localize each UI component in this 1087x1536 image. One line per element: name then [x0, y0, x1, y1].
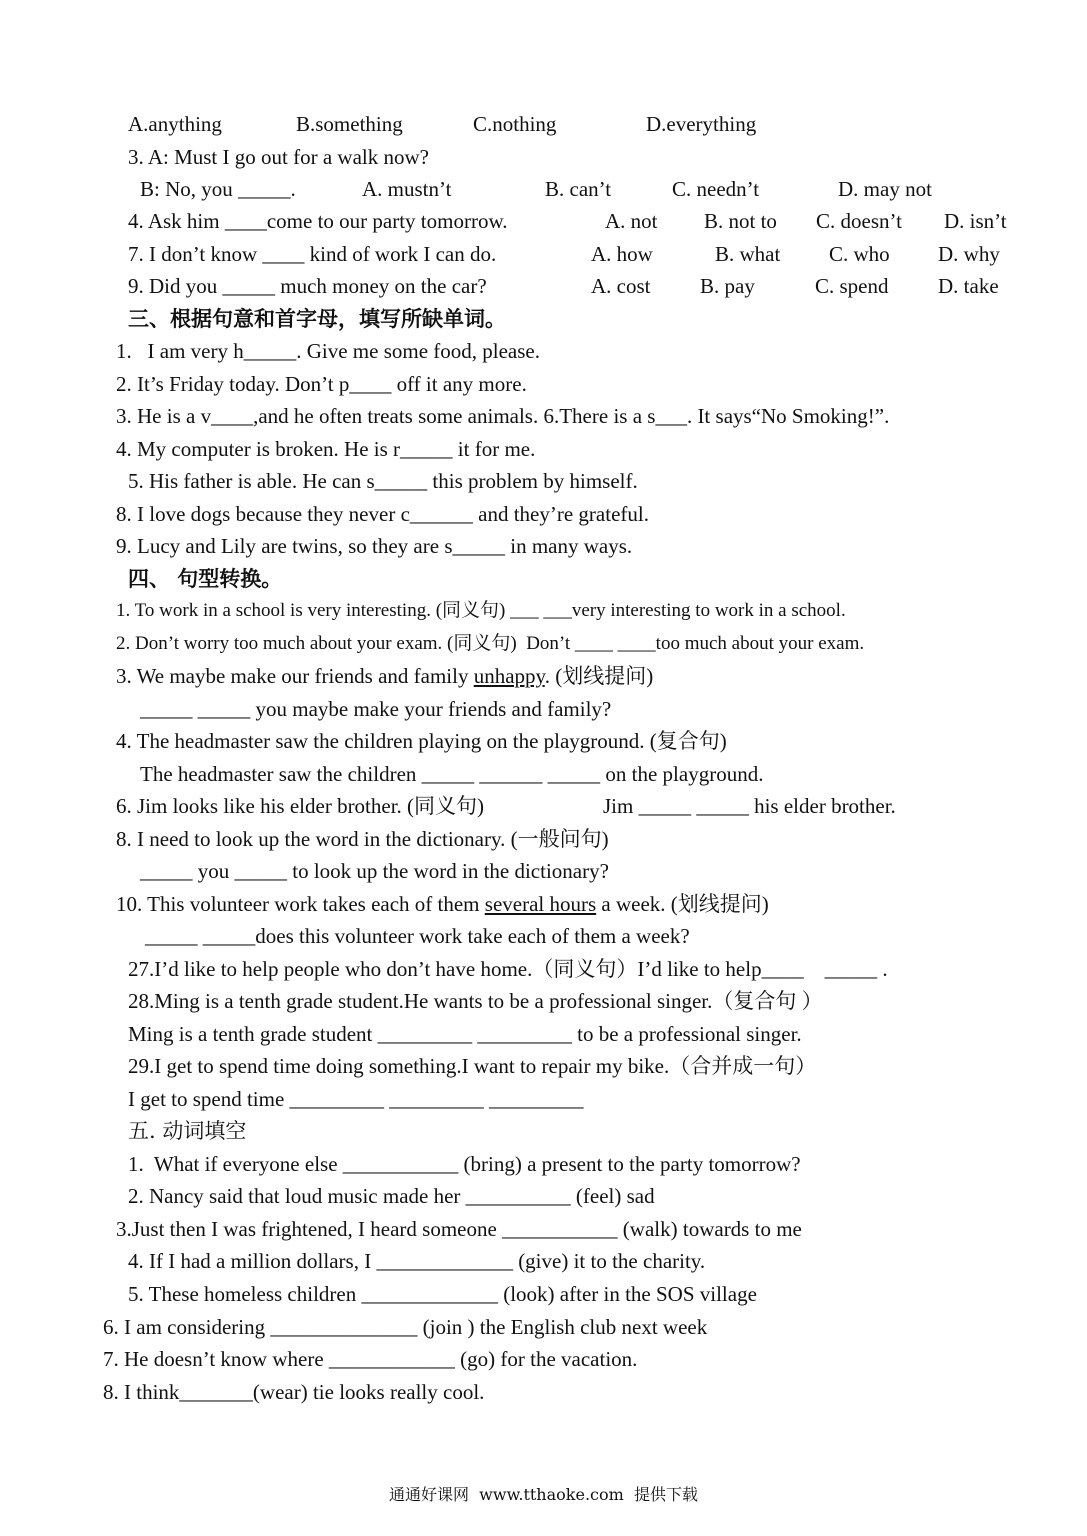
q9-stem: 9. Did you _____ much money on the car? [128, 274, 487, 298]
q2-option-a: A.anything [128, 112, 222, 136]
sec4-q10-underlined: several hours [484, 892, 597, 916]
sec4-q28: 28.Ming is a tenth grade student.He wants to be a professional singer.（复合句 ） [128, 989, 823, 1013]
sec4-q1: 1. To work in a school is very interesting. (同义句) ___ ___very interesting to work in a school. [116, 600, 846, 621]
sec5-item-1: 1. What if everyone else ___________ (bring) a present to the party tomorrow? [128, 1152, 801, 1176]
sec4-q10 [116, 890, 769, 918]
sec4-q29: 29.I get to spend time doing something.I want to repair my bike.（合并成一句） [128, 1054, 817, 1078]
sec4-q10-answer: _____ _____does this volunteer work take each of them a week? [145, 924, 690, 948]
sec4-q8: 8. I need to look up the word in the dictionary. (一般问句) [116, 827, 609, 851]
sec4-q28-answer: Ming is a tenth grade student _________ _________ to be a professional singer. [128, 1022, 802, 1046]
sec5-item-8: 8. I think_______(wear) tie looks really cool. [103, 1380, 485, 1404]
sec4-q6: 6. Jim looks like his elder brother. (同义句) [116, 794, 485, 818]
sec4-q4-answer: The headmaster saw the children _____ ______ _____ on the playground. [140, 762, 764, 786]
sec4-q3 [116, 662, 653, 690]
sec3-item-2: 2. It’s Friday today. Don’t p____ off it any more. [116, 372, 527, 396]
q7-stem: 7. I don’t know ____ kind of work I can do. [128, 242, 497, 266]
q3-option-b: B. can’t [545, 177, 612, 201]
q2-option-c: C.nothing [473, 112, 557, 136]
sec3-item-4: 4. My computer is broken. He is r_____ it for me. [116, 437, 536, 461]
sec3-item-9: 9. Lucy and Lily are twins, so they are s_____ in many ways. [116, 534, 633, 558]
q4-option-a: A. not [605, 209, 658, 233]
q3-stem: 3. A: Must I go out for a walk now? [128, 145, 429, 169]
sec4-q3-answer: _____ _____ you maybe make your friends and family? [140, 697, 612, 721]
sec4-q6-answer: Jim _____ _____ his elder brother. [603, 794, 896, 818]
sec5-item-6: 6. I am considering ______________ (join ) the English club next week [103, 1315, 708, 1339]
sec4-q3-pre: 3. We maybe make our friends and family [116, 664, 474, 688]
q7-option-b: B. what [715, 242, 781, 266]
q2-option-d: D.everything [646, 112, 757, 136]
sec4-q10-pre: 10. This volunteer work takes each of them [116, 892, 485, 916]
sec5-item-5: 5. These homeless children _____________ (look) after in the SOS village [128, 1282, 757, 1306]
q7-option-c: C. who [829, 242, 890, 266]
q3-b: B: No, you _____. [140, 177, 296, 201]
q2-option-b: B.something [296, 112, 403, 136]
sec5-item-3: 3.Just then I was frightened, I heard someone ___________ (walk) towards to me [116, 1217, 802, 1241]
sec4-q4: 4. The headmaster saw the children playing on the playground. (复合句) [116, 729, 727, 753]
sec4-q29-answer: I get to spend time _________ _________ _________ [128, 1087, 584, 1111]
section-4-heading: 四、 句型转换。 [128, 566, 283, 591]
section-5-heading: 五. 动词填空 [128, 1119, 247, 1143]
q4-option-c: C. doesn’t [816, 209, 902, 233]
sec4-q27: 27.I’d like to help people who don’t have home.（同义句）I’d like to help____ _____ . [128, 957, 888, 981]
q9-option-a: A. cost [591, 274, 651, 298]
q4-option-b: B. not to [704, 209, 777, 233]
q3-option-d: D. may not [838, 177, 932, 201]
sec3-item-5: 5. His father is able. He can s_____ this problem by himself. [128, 469, 638, 493]
sec5-item-2: 2. Nancy said that loud music made her __________ (feel) sad [128, 1184, 655, 1208]
q7-option-a: A. how [591, 242, 653, 266]
q3-option-c: C. needn’t [672, 177, 760, 201]
sec4-q3-post: . (划线提问) [544, 664, 654, 688]
sec3-item-1: 1. I am very h_____. Give me some food, please. [116, 339, 540, 363]
q9-option-c: C. spend [815, 274, 889, 298]
sec4-q8-answer: _____ you _____ to look up the word in the dictionary? [140, 859, 609, 883]
q4-option-d: D. isn’t [944, 209, 1007, 233]
sec5-item-4: 4. If I had a million dollars, I _____________ (give) it to the charity. [128, 1249, 706, 1273]
sec4-q2: 2. Don’t worry too much about your exam. (同义句) Don’t ____ ____too much about your exam. [116, 633, 865, 654]
sec4-q3-underlined: unhappy [473, 664, 545, 688]
q9-option-b: B. pay [700, 274, 755, 298]
page-footer: 通通好课网 www.tthaoke.com 提供下载 [389, 1485, 698, 1504]
sec3-item-3: 3. He is a v____,and he often treats some animals. 6.There is a s___. It says“No Smoking!”. [116, 404, 890, 428]
q9-option-d: D. take [938, 274, 999, 298]
q7-option-d: D. why [938, 242, 1000, 266]
sec5-item-7: 7. He doesn’t know where ____________ (go) for the vacation. [103, 1347, 638, 1371]
q4-stem: 4. Ask him ____come to our party tomorrow. [128, 209, 508, 233]
sec4-q10-post: a week. (划线提问) [596, 892, 769, 916]
sec3-item-8: 8. I love dogs because they never c______ and they’re grateful. [116, 502, 649, 526]
section-3-heading: 三、根据句意和首字母，填写所缺单词。 [128, 306, 506, 331]
q3-option-a: A. mustn’t [362, 177, 452, 201]
